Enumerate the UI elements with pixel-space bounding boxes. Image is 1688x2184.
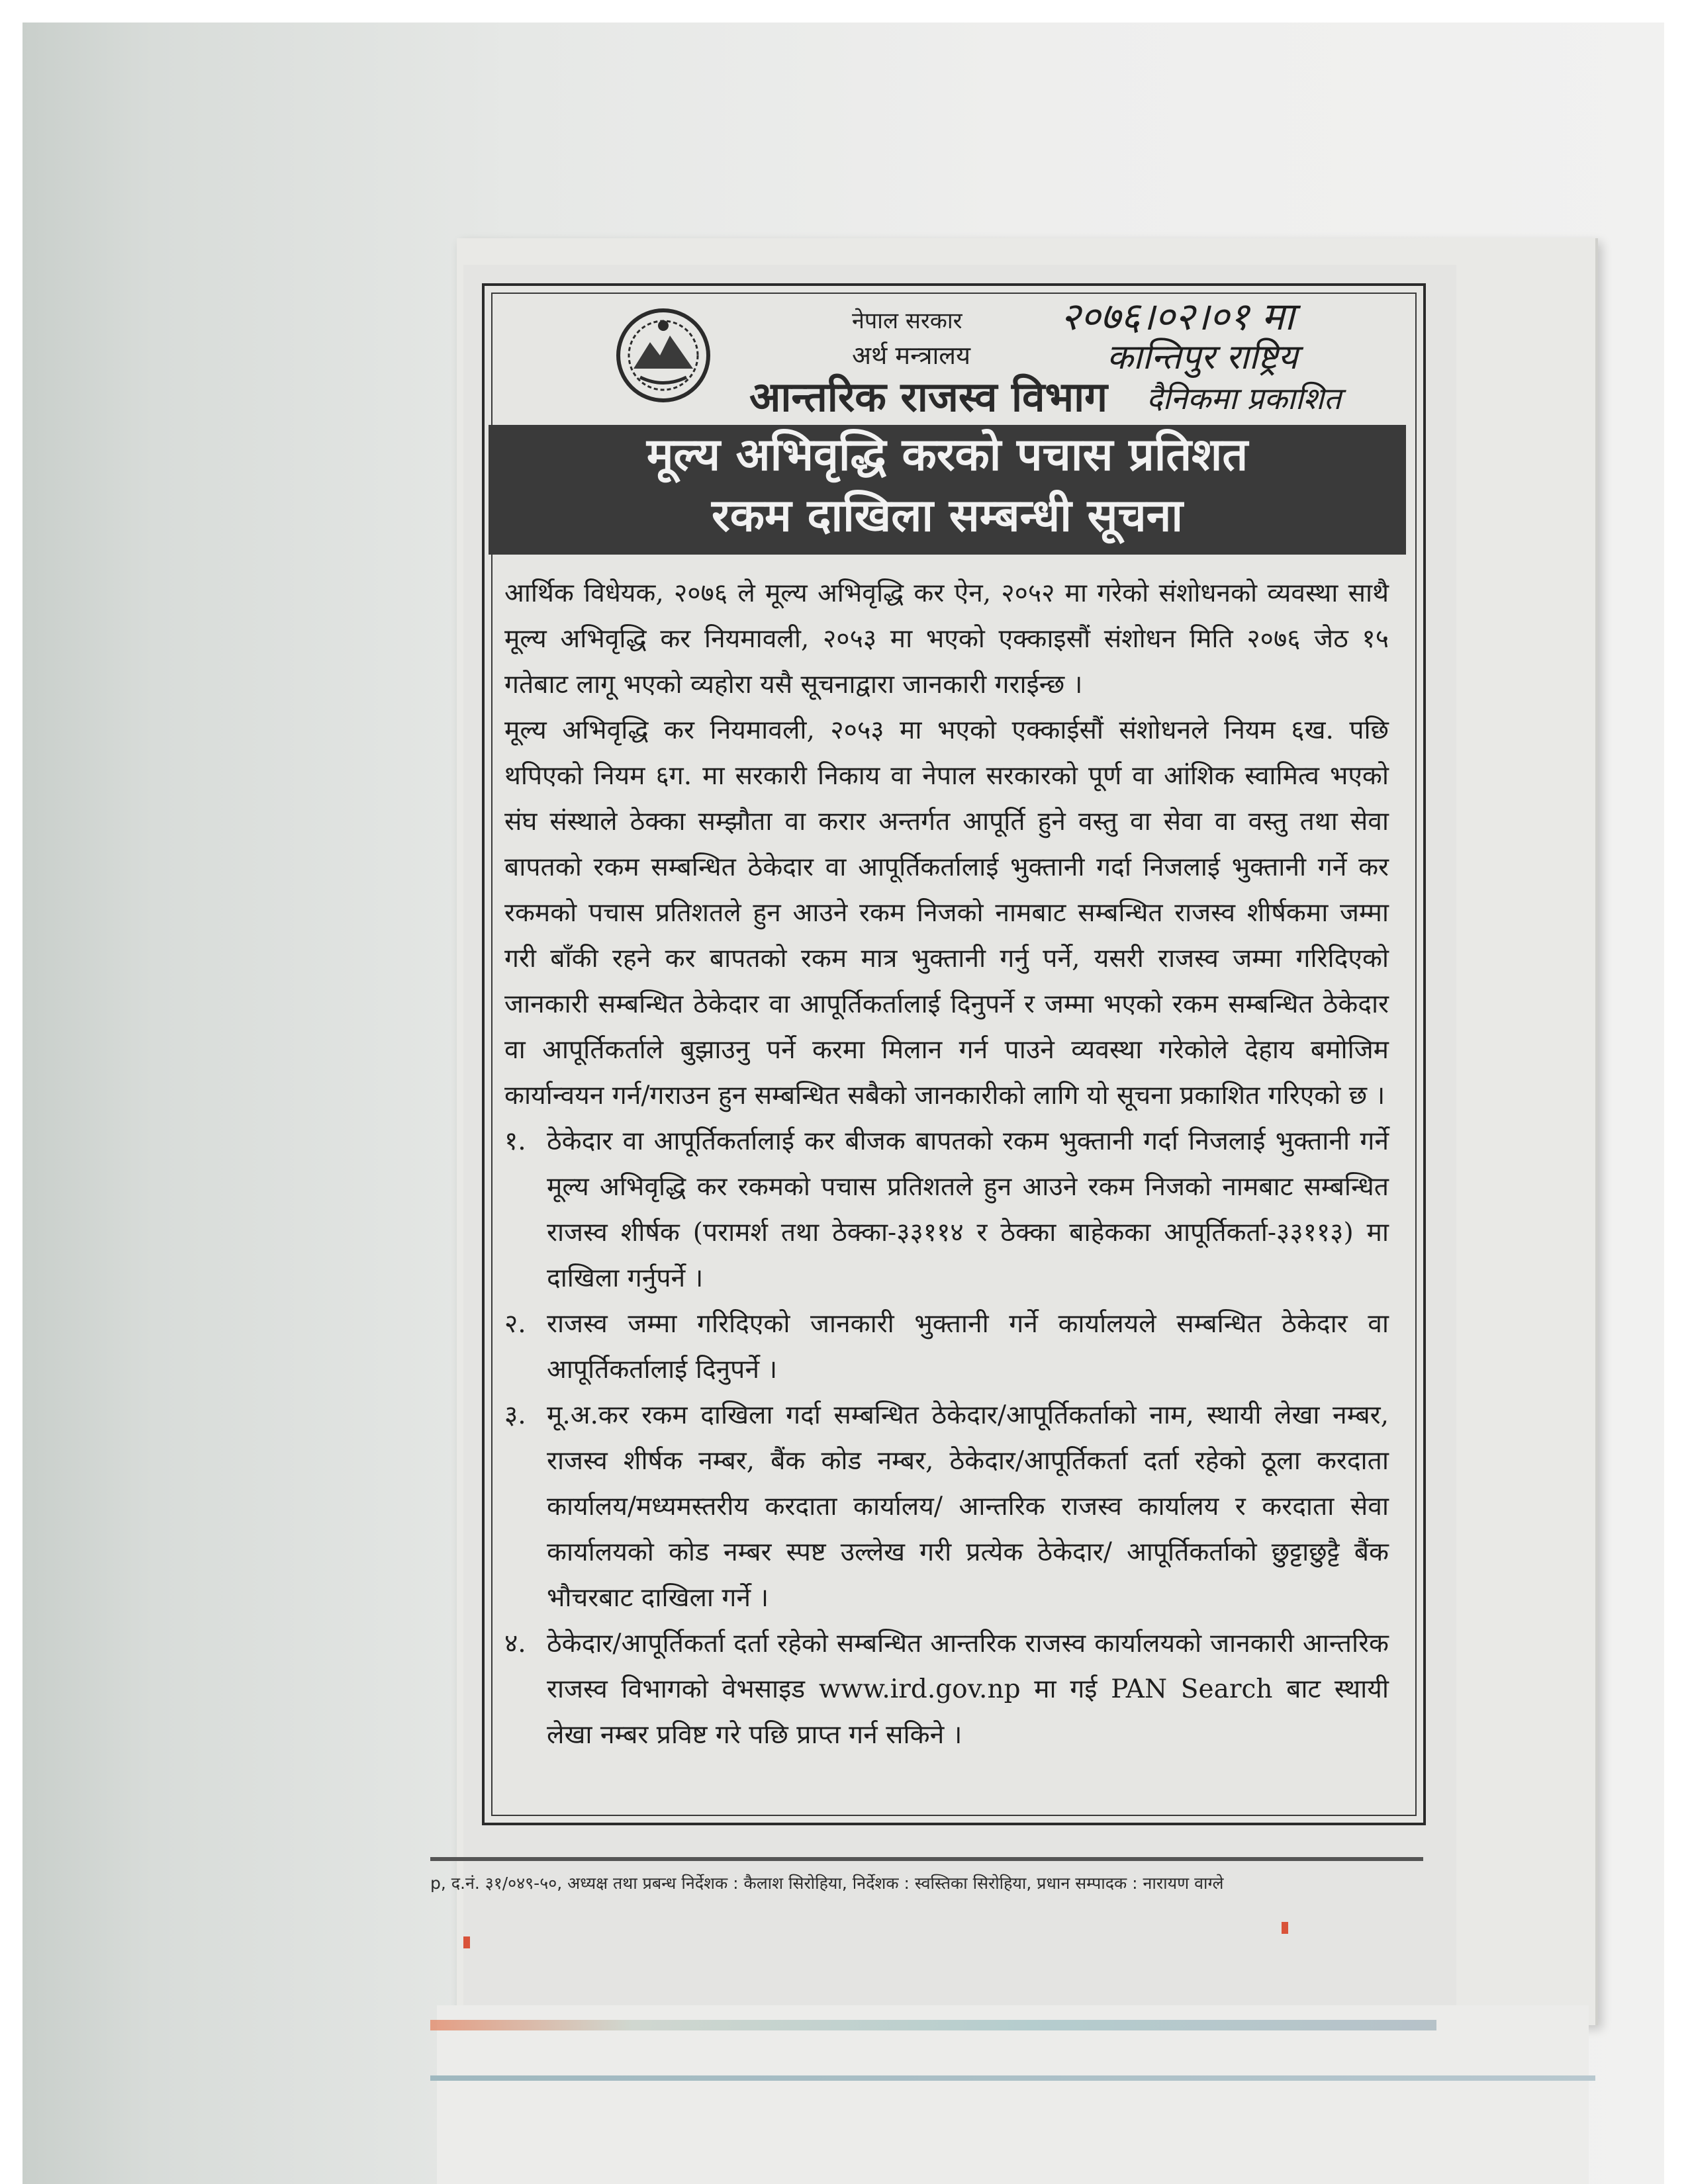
notice-header [485, 286, 1423, 432]
list-item-number: ४. [504, 1629, 526, 1659]
handwritten-date-note: २०७६।०२।०१ मा [1060, 294, 1295, 339]
handwritten-newspaper-note: कान्तिपुर राष्ट्रिय [1107, 338, 1298, 377]
footer-imprint: p, द.नं. ३१/०४९-५०, अध्यक्ष तथा प्रबन्ध निर्देशक : कैलाश सिरोहिया, निर्देशक : स्वस्तिका सिरोहिया, प्रधान सम्पादक : नारायण वाग्ले [430, 1874, 1224, 1893]
notice-box [482, 283, 1426, 1825]
scan-margin-top [23, 0, 1664, 23]
notice-list-item [504, 1621, 1389, 1758]
notice-title-line-1: मूल्य अभिवृद्धि करको पचास प्रतिशत [646, 429, 1248, 481]
government-name: नेपाल सरकार [852, 308, 962, 334]
list-item-text: मू.अ.कर रकम दाखिला गर्दा सम्बन्धित ठेकेदार/आपूर्तिकर्ताको नाम, स्थायी लेखा नम्बर, राजस्व शीर्षक नम्बर, बैंक कोड नम्बर, ठेकेदार/आपूर्तिकर्ता दर्ता रहेको ठूला करदाता कार्यालय/मध्यमस्तरीय करदाता कार्यालय/ आन्तरिक राजस्व कार्यालय र करदाता सेवा कार्यालयको कोड नम्बर स्पष्ट उल्लेख गरी प्रत्येक ठेकेदार/ आपूर्तिकर्ताको छुट्टाछुट्टै बैंक भौचरबाट दाखिला गर्ने । [547, 1400, 1389, 1613]
notice-paragraph-1: आर्थिक विधेयक, २०७६ ले मूल्य अभिवृद्धि कर ऐन, २०५२ मा गरेको संशोधनको व्यवस्था साथै मूल्य अभिवृद्धि कर नियमावली, २०५३ मा भएको एक्काइसौं संशोधन मिति २०७६ जेठ १५ गतेबाट लागू भएको व्यहोरा यसै सूचनाद्वारा जानकारी गराईन्छ । [504, 578, 1389, 700]
handwritten-published-note: दैनिकमा प्रकाशित [1147, 381, 1342, 416]
list-item-number: २. [504, 1309, 526, 1339]
list-item-number: १. [504, 1126, 526, 1156]
list-item-number: ३. [504, 1400, 526, 1430]
ink-mark [1282, 1922, 1288, 1934]
notice-paragraph-2: मूल्य अभिवृद्धि कर नियमावली, २०५३ मा भएको एक्काईसौं संशोधनले नियम ६ख. पछि थपिएको नियम ६ग. मा सरकारी निकाय वा नेपाल सरकारको पूर्ण वा आंशिक स्वामित्व भएको संघ संस्थाले ठेक्का सम्झौता वा करार अन्तर्गत आपूर्ति हुने वस्तु वा सेवा वा वस्तु तथा सेवा बापतको रकम सम्बन्धित ठेकेदार वा आपूर्तिकर्तालाई भुक्तानी गर्दा निजलाई भुक्तानी गर्ने कर रकमको पचास प्रतिशतले हुन आउने रकम निजको नामबाट सम्बन्धित राजस्व शीर्षकमा जम्मा गरी बाँकी रहने कर बापतको रकम मात्र भुक्तानी गर्नु पर्ने, यसरी राजस्व जम्मा गरिदिएको जानकारी सम्बन्धित ठेकेदार वा आपूर्तिकर्तालाई दिनुपर्ने र जम्मा भएको रकम सम्बन्धित ठेकेदार वा आपूर्तिकर्ताले बुझाउनु पर्ने करमा मिलान गर्न पाउने व्यवस्था गरेकोले देहाय बमोजिम कार्यान्वयन गर्न/गराउन हुन सम्बन्धित सबैको जानकारीको लागि यो सूचना प्रकाशित गरिएको छ । [504, 715, 1389, 1111]
newspaper-color-strip [430, 2020, 1436, 2030]
newspaper-color-strip-lower [430, 2075, 1595, 2081]
newspaper-fold-bottom [437, 2005, 1589, 2184]
list-item-text: ठेकेदार/आपूर्तिकर्ता दर्ता रहेको सम्बन्धित आन्तरिक राजस्व कार्यालयको जानकारी आन्तरिक राजस्व विभागको वेभसाइड www.ird.gov.np मा गई PAN Search बाट स्थायी लेखा नम्बर प्रविष्ट गरे पछि प्राप्त गर्न सकिने । [547, 1629, 1389, 1750]
nepal-government-emblem-icon [614, 306, 713, 405]
notice-title-line-2: रकम दाखिला सम्बन्धी सूचना [711, 490, 1184, 542]
list-item-text: राजस्व जम्मा गरिदिएको जानकारी भुक्तानी गर्ने कार्यालयले सम्बन्धित ठेकेदार वा आपूर्तिकर्तालाई दिनुपर्ने । [547, 1309, 1389, 1385]
notice-list-item [504, 1301, 1389, 1392]
notice-list-item [504, 1118, 1389, 1301]
footer-rule [430, 1857, 1423, 1861]
department-name: आन्तरिक राजस्व विभाग [749, 373, 1108, 421]
ink-mark [463, 1936, 470, 1948]
notice-list-item [504, 1392, 1389, 1621]
list-item-text: ठेकेदार वा आपूर्तिकर्तालाई कर बीजक बापतको रकम भुक्तानी गर्दा निजलाई भुक्तानी गर्ने मूल्य अभिवृद्धि कर रकमको पचास प्रतिशतले हुन आउने रकम निजको नामबाट सम्बन्धित राजस्व शीर्षक (परामर्श तथा ठेक्का-३३११४ र ठेक्का बाहेकका आपूर्तिकर्ता-३३११३) मा दाखिला गर्नुपर्ने । [547, 1126, 1389, 1293]
ministry-name: अर्थ मन्त्रालय [852, 341, 971, 370]
notice-body [504, 570, 1389, 1758]
notice-title-bar [489, 425, 1406, 555]
